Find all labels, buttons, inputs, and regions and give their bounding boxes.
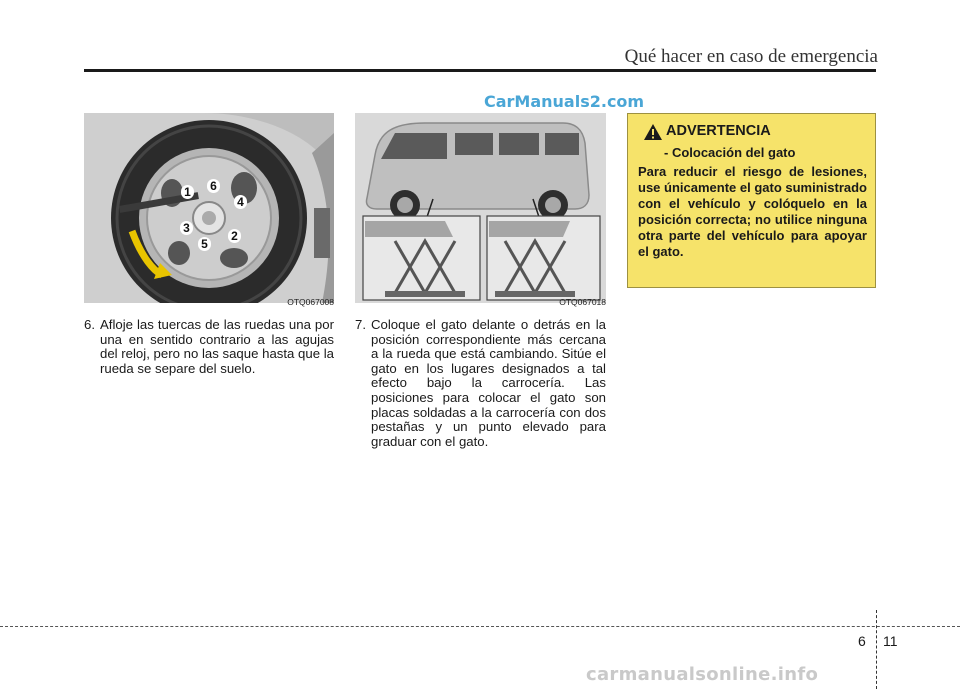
figure-code: OTQ067008 bbox=[287, 297, 334, 307]
lug-label: 2 bbox=[228, 229, 241, 243]
warning-subtitle: - Colocación del gato bbox=[664, 145, 796, 160]
footer-watermark-link[interactable]: carmanualsonline.info bbox=[586, 664, 819, 685]
page-divider bbox=[876, 610, 877, 689]
lug-label: 5 bbox=[198, 237, 211, 251]
page-number: 11 bbox=[883, 633, 898, 649]
lug-label: 3 bbox=[180, 221, 193, 235]
step-text: Coloque el gato delante o detrás en la posición correspondiente más cercana a la rueda que está cambiando. Sitúe el gato en los lugares designados a tal efecto bajo la carrocería. Las posiciones para colocar el gato son placas soldadas a la carrocería con dos pestañas y un punto elevado para graduar con el gato. bbox=[371, 317, 606, 449]
chapter-number: 6 bbox=[858, 633, 866, 649]
header-rule bbox=[84, 69, 876, 72]
footer-rule bbox=[0, 626, 960, 627]
step-6 bbox=[84, 318, 334, 376]
step-7 bbox=[355, 318, 606, 449]
warning-triangle-icon bbox=[644, 124, 662, 140]
warning-body: Para reducir el riesgo de lesiones, use únicamente el gato suministrado con el vehículo y colóquelo en la posición correcta; no utilice ninguna otra parte del vehículo para apoyar el gato. bbox=[638, 164, 867, 259]
warning-box bbox=[627, 113, 876, 288]
lug-label: 1 bbox=[181, 185, 194, 199]
section-title: Qué hacer en caso de emergencia bbox=[624, 46, 878, 67]
lug-label: 6 bbox=[207, 179, 220, 193]
step-text: Afloje las tuercas de las ruedas una por una en sentido contrario a las agujas del reloj, pero no las saque hasta que la rueda se separe del suelo. bbox=[100, 317, 334, 376]
figure-code: OTQ067018 bbox=[559, 297, 606, 307]
van-drawing bbox=[355, 113, 606, 303]
warning-title: ADVERTENCIA bbox=[666, 123, 771, 139]
watermark-link[interactable]: CarManuals2.com bbox=[484, 92, 645, 111]
step-number: 7. bbox=[355, 317, 366, 332]
step-number: 6. bbox=[84, 317, 95, 332]
wheel-drawing bbox=[84, 113, 334, 303]
van-jack-illustration bbox=[355, 113, 606, 303]
wheel-illustration bbox=[84, 113, 334, 303]
lug-label: 4 bbox=[234, 195, 247, 209]
